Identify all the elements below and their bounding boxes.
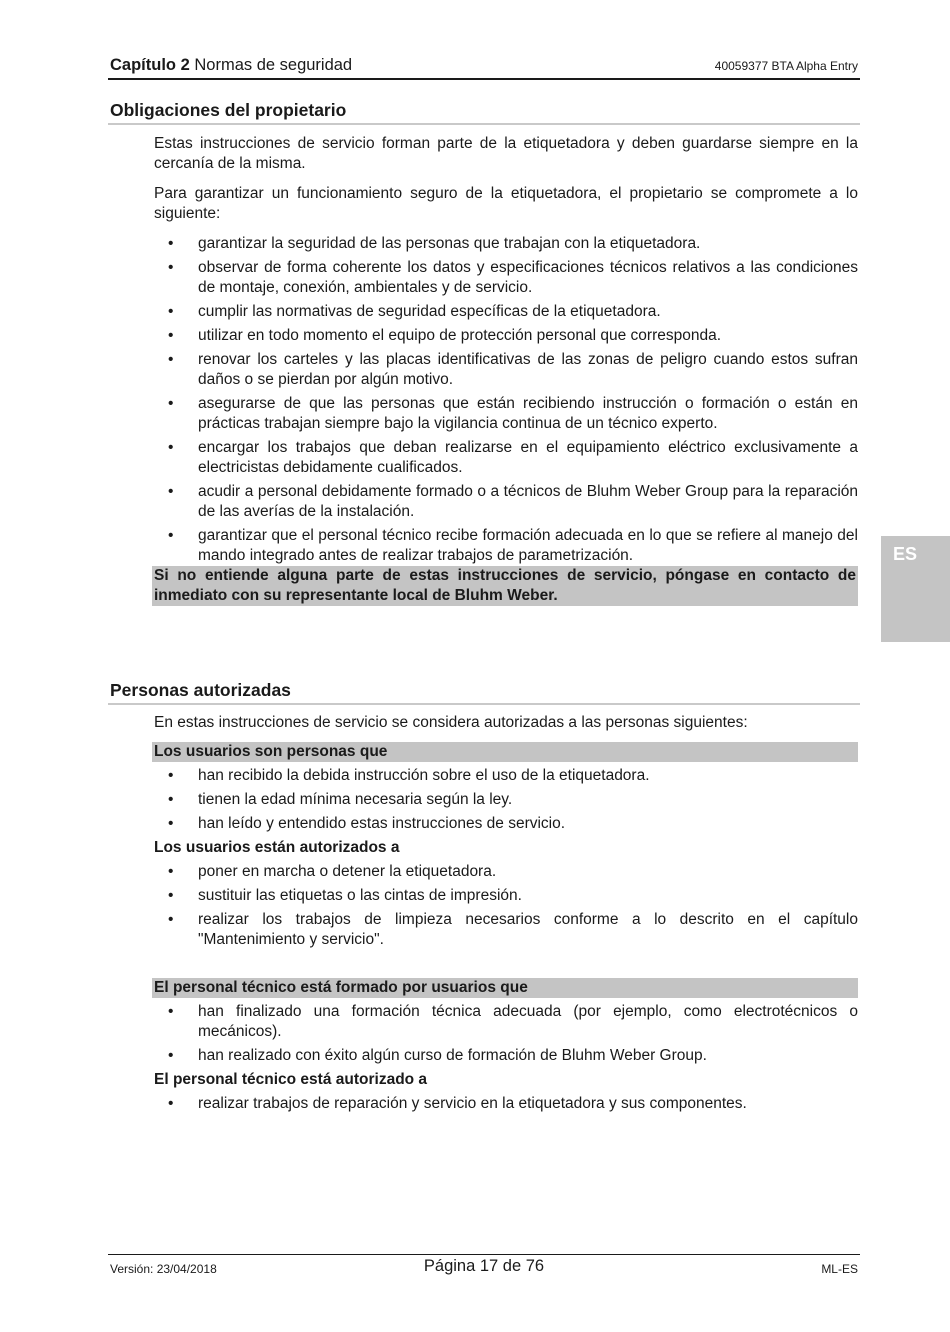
chapter-label: Capítulo 2: [110, 56, 190, 74]
list-item: [152, 482, 858, 522]
list-item: [152, 862, 858, 882]
users-auth-heading: Los usuarios están autorizados a: [154, 839, 400, 856]
list-item-text: observar de forma coherente los datos y especificaciones técnicos relativos a las condiciones de montaje, conexión, ambientales y de servicio.: [198, 259, 858, 296]
list-item-text: utilizar en todo momento el equipo de protección personal que corresponda.: [198, 327, 722, 344]
list-item: [152, 526, 858, 566]
authorized-section: [152, 713, 858, 1118]
bullet-icon: •: [168, 911, 174, 928]
bullet-icon: •: [168, 259, 174, 276]
bullet-icon: •: [168, 1047, 174, 1064]
users-bullet-list: [152, 766, 858, 834]
section-title-authorized-text: Personas autorizadas: [110, 680, 291, 700]
chapter-title: Normas de seguridad: [194, 56, 353, 74]
language-tab: [881, 536, 950, 642]
users-heading: Los usuarios son personas que: [152, 742, 858, 762]
list-item-text: garantizar que el personal técnico recibe formación adecuada en lo que se refiere al manejo del mando integrado antes de realizar trabajos de parametrización.: [198, 527, 858, 564]
bullet-icon: •: [168, 395, 174, 412]
tech-auth-bullet-list: [152, 1094, 858, 1114]
owner-section: [152, 134, 858, 606]
contact-note: Si no entiende alguna parte de estas instrucciones de servicio, póngase en contacto de inmediato con su representante local de Bluhm Weber.: [154, 567, 856, 604]
list-item: [152, 1046, 858, 1066]
bullet-icon: •: [168, 791, 174, 808]
owner-paragraph-2: Para garantizar un funcionamiento seguro de la etiquetadora, el propietario se compromete a lo siguiente:: [154, 185, 858, 222]
document-id: 40059377 BTA Alpha Entry: [714, 59, 858, 73]
language-code: ML-ES: [821, 1262, 858, 1276]
list-item-text: realizar los trabajos de limpieza necesarios conforme a lo descrito en el capítulo "Mantenimiento y servicio".: [198, 911, 858, 948]
list-item-text: han realizado con éxito algún curso de formación de Bluhm Weber Group.: [198, 1047, 707, 1064]
section-title-authorized: [108, 677, 860, 705]
list-item: [152, 350, 858, 390]
tech-bullet-list: [152, 1002, 858, 1066]
list-item: [152, 326, 858, 346]
list-item-text: asegurarse de que las personas que están recibiendo instrucción o formación o están en prácticas trabajan siempre bajo la vigilancia continua de un técnico experto.: [198, 395, 858, 432]
spacer: [152, 954, 858, 978]
list-item: [152, 886, 858, 906]
tech-auth-heading: El personal técnico está autorizado a: [154, 1071, 428, 1088]
bullet-icon: •: [168, 303, 174, 320]
bullet-icon: •: [168, 235, 174, 252]
list-item-text: realizar trabajos de reparación y servicio en la etiquetadora y sus componentes.: [198, 1095, 747, 1112]
list-item-text: han leído y entendido estas instrucciones de servicio.: [198, 815, 566, 832]
list-item-text: poner en marcha o detener la etiquetadora.: [198, 863, 497, 880]
list-item: [152, 1094, 858, 1114]
bullet-icon: •: [168, 815, 174, 832]
authorized-intro: En estas instrucciones de servicio se considera autorizadas a las personas siguientes:: [154, 714, 748, 731]
bullet-icon: •: [168, 767, 174, 784]
list-item: [152, 814, 858, 834]
bullet-icon: •: [168, 351, 174, 368]
list-item-text: acudir a personal debidamente formado o a técnicos de Bluhm Weber Group para la reparación de las averías de la instalación.: [198, 483, 858, 520]
language-tab-label: ES: [893, 544, 918, 564]
list-item-text: renovar los carteles y las placas identificativas de las zonas de peligro cuando estos sufran daños o se pierdan por algún motivo.: [198, 351, 858, 388]
list-item-text: tienen la edad mínima necesaria según la ley.: [198, 791, 513, 808]
list-item: [152, 234, 858, 254]
owner-paragraph-1: Estas instrucciones de servicio forman parte de la etiquetadora y deben guardarse siempre en la cercanía de la misma.: [154, 135, 858, 172]
bullet-icon: •: [168, 1095, 174, 1112]
list-item-text: han recibido la debida instrucción sobre el uso de la etiquetadora.: [198, 767, 650, 784]
list-item: [152, 790, 858, 810]
version-date: Versión: 23/04/2018: [110, 1262, 217, 1276]
bullet-icon: •: [168, 483, 174, 500]
bullet-icon: •: [168, 439, 174, 456]
list-item: [152, 1002, 858, 1042]
owner-bullet-list: [152, 234, 858, 566]
tech-heading: El personal técnico está formado por usuarios que: [152, 978, 858, 998]
bullet-icon: •: [168, 1003, 174, 1020]
list-item-text: cumplir las normativas de seguridad específicas de la etiquetadora.: [198, 303, 661, 320]
list-item-text: han finalizado una formación técnica adecuada (por ejemplo, como electrotécnicos o mecánicos).: [198, 1003, 858, 1040]
chapter-heading: [110, 56, 352, 75]
page-number: Página 17 de 76: [423, 1257, 545, 1275]
page-footer: [108, 1254, 860, 1279]
list-item-text: sustituir las etiquetas o las cintas de impresión.: [198, 887, 522, 904]
list-item-text: garantizar la seguridad de las personas que trabajan con la etiquetadora.: [198, 235, 701, 252]
list-item: [152, 766, 858, 786]
list-item-text: encargar los trabajos que deban realizarse en el equipamiento eléctrico exclusivamente a electricistas debidamente cualificados.: [198, 439, 858, 476]
bullet-icon: •: [168, 887, 174, 904]
users-auth-bullet-list: [152, 862, 858, 950]
page-header: [108, 56, 860, 80]
list-item: [152, 910, 858, 950]
section-title-owner: [108, 97, 860, 125]
list-item: [152, 302, 858, 322]
list-item: [152, 258, 858, 298]
list-item: [152, 394, 858, 434]
bullet-icon: •: [168, 327, 174, 344]
list-item: [152, 438, 858, 478]
bullet-icon: •: [168, 527, 174, 544]
bullet-icon: •: [168, 863, 174, 880]
section-title-owner-text: Obligaciones del propietario: [110, 100, 347, 120]
